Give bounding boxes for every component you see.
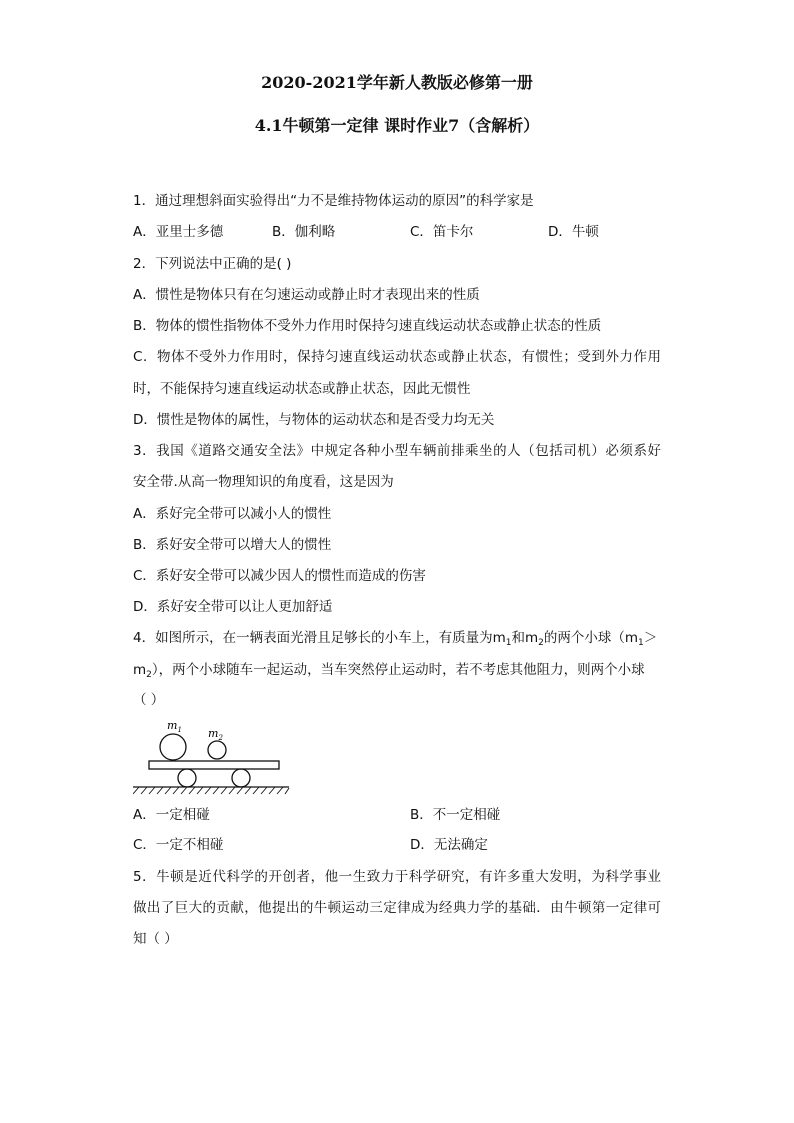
- q3-stem-line-1: 3．我国《道路交通安全法》中规定各种小型车辆前排乘坐的人（包括司机）必须系好: [133, 443, 661, 459]
- q2-option-d: D．惯性是物体的属性，与物体的运动状态和是否受力均无关: [133, 412, 495, 428]
- q4-option-d: D．无法确定: [410, 837, 488, 853]
- q1-option-c: C．笛卡尔: [410, 224, 474, 240]
- q4-option-a: A．一定相碰: [133, 807, 210, 823]
- cart-with-two-balls-figure: [133, 715, 293, 795]
- ball1-label: $m_1$: [167, 719, 182, 734]
- q4-stem-line-3: （ ）: [133, 692, 165, 708]
- q5-stem-line-1: 5．牛顿是近代科学的开创者，他一生致力于科学研究，有许多重大发明，为科学事业: [133, 869, 661, 885]
- q5-stem-line-2: 做出了巨大的贡献，他提出的牛顿运动三定律成为经典力学的基础．由牛顿第一定律可: [133, 900, 661, 916]
- q1-stem: 1．通过理想斜面实验得出“力不是维持物体运动的原因”的科学家是: [133, 193, 534, 209]
- q2-option-c-line-2: 时，不能保持匀速直线运动状态或静止状态，因此无惯性: [133, 381, 471, 397]
- q1-option-a: A．亚里士多德: [133, 224, 224, 240]
- q4-option-b: B．不一定相碰: [410, 807, 501, 823]
- q2-option-c-line-1: C．物体不受外力作用时，保持匀速直线运动状态或静止状态，有惯性；受到外力作用: [133, 349, 661, 365]
- q1-option-b: B．伽利略: [272, 224, 336, 240]
- cart-board: [149, 761, 279, 769]
- ball-m2: [208, 741, 226, 759]
- q3-option-d: D．系好安全带可以让人更加舒适: [133, 599, 333, 615]
- document-title-line-1: 2020-2021学年新人教版必修第一册: [261, 73, 533, 92]
- q3-option-a: A．系好完全带可以减小人的惯性: [133, 506, 332, 522]
- q3-option-b: B．系好安全带可以增大人的惯性: [133, 537, 332, 553]
- ball-m1: [160, 734, 186, 760]
- q3-stem-line-2: 安全带.从高一物理知识的角度看，这是因为: [133, 474, 394, 490]
- q4-option-c: C．一定不相碰: [133, 837, 224, 853]
- cart-wheel-right: [232, 769, 250, 787]
- q4-stem-line-2: $m_2$），两个小球随车一起运动，当车突然停止运动时，若不考虑其他阻力，则两个小球: [133, 662, 645, 680]
- cart-wheel-left: [178, 769, 196, 787]
- ground-hatching: [133, 787, 289, 794]
- q2-stem: 2．下列说法中正确的是( ): [133, 256, 292, 272]
- document-title-line-2: 4.1牛顿第一定律 课时作业7（含解析）: [254, 116, 540, 135]
- ball2-label: $m_2$: [208, 727, 223, 742]
- q3-option-c: C．系好安全带可以减少因人的惯性而造成的伤害: [133, 568, 426, 584]
- q1-option-d: D．牛顿: [548, 224, 599, 240]
- q2-option-a: A．惯性是物体只有在匀速运动或静止时才表现出来的性质: [133, 287, 480, 303]
- q2-option-b: B．物体的惯性指物体不受外力作用时保持匀速直线运动状态或静止状态的性质: [133, 318, 602, 334]
- q5-stem-line-3: 知（ ）: [133, 931, 178, 947]
- q4-stem-line-1: 4．如图所示，在一辆表面光滑且足够长的小车上，有质量为$m_1$和$m_2$的两个小球（$m_1>$: [133, 630, 658, 648]
